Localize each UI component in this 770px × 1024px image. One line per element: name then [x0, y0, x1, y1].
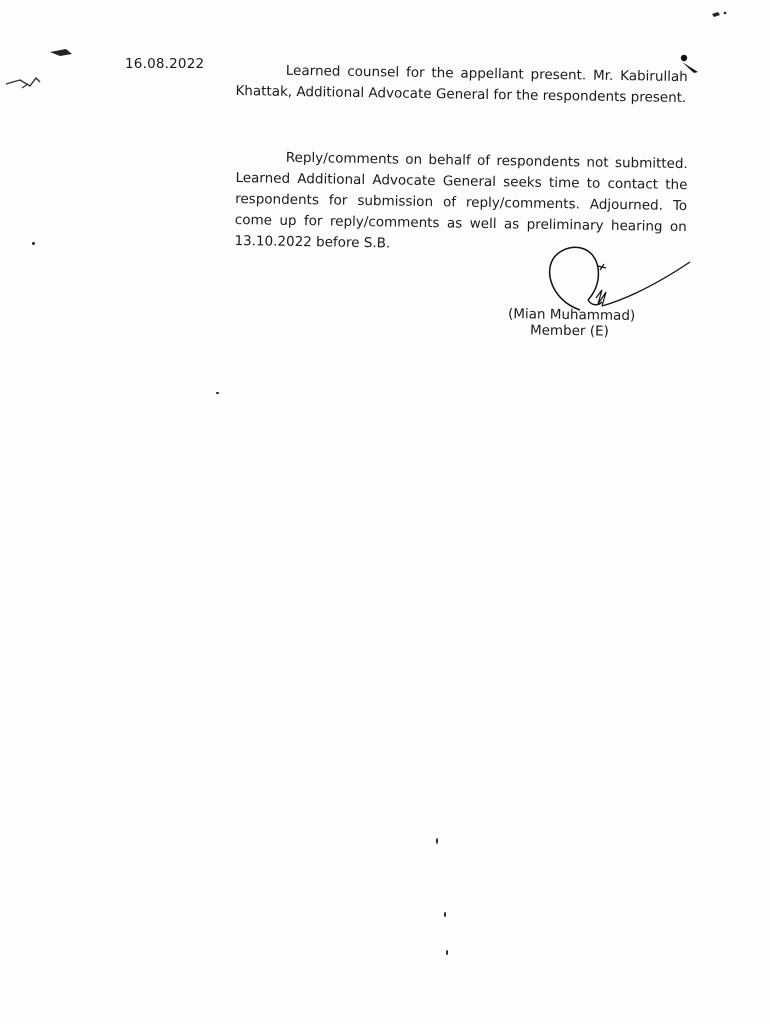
signatory-title: Member (E): [529, 322, 610, 340]
scan-speck: [216, 392, 219, 394]
scan-speck: [32, 242, 35, 245]
scan-speck: [446, 950, 448, 955]
scan-mark-top-left: [0, 40, 90, 100]
order-date: 16.08.2022: [125, 56, 205, 72]
signatory-name: (Mian Muhammad): [507, 306, 636, 324]
order-paragraph-attendance: Learned counsel for the appellant present. Mr. Kabirullah Khattak, Additional Advocate General for the respondents present.: [235, 62, 688, 107]
scan-speck: [444, 912, 446, 917]
scan-speck: [436, 838, 438, 844]
order-paragraph-adjournment: Reply/comments on behalf of respondents not submitted. Learned Additional Advocate General seeks time to contact the respondents for submission of reply/comments. Adjourned. To come up for reply/comments as well as preliminary hearing on 13.10.2022 before S.B.: [234, 149, 688, 252]
scan-mark-top-right: [700, 6, 740, 26]
